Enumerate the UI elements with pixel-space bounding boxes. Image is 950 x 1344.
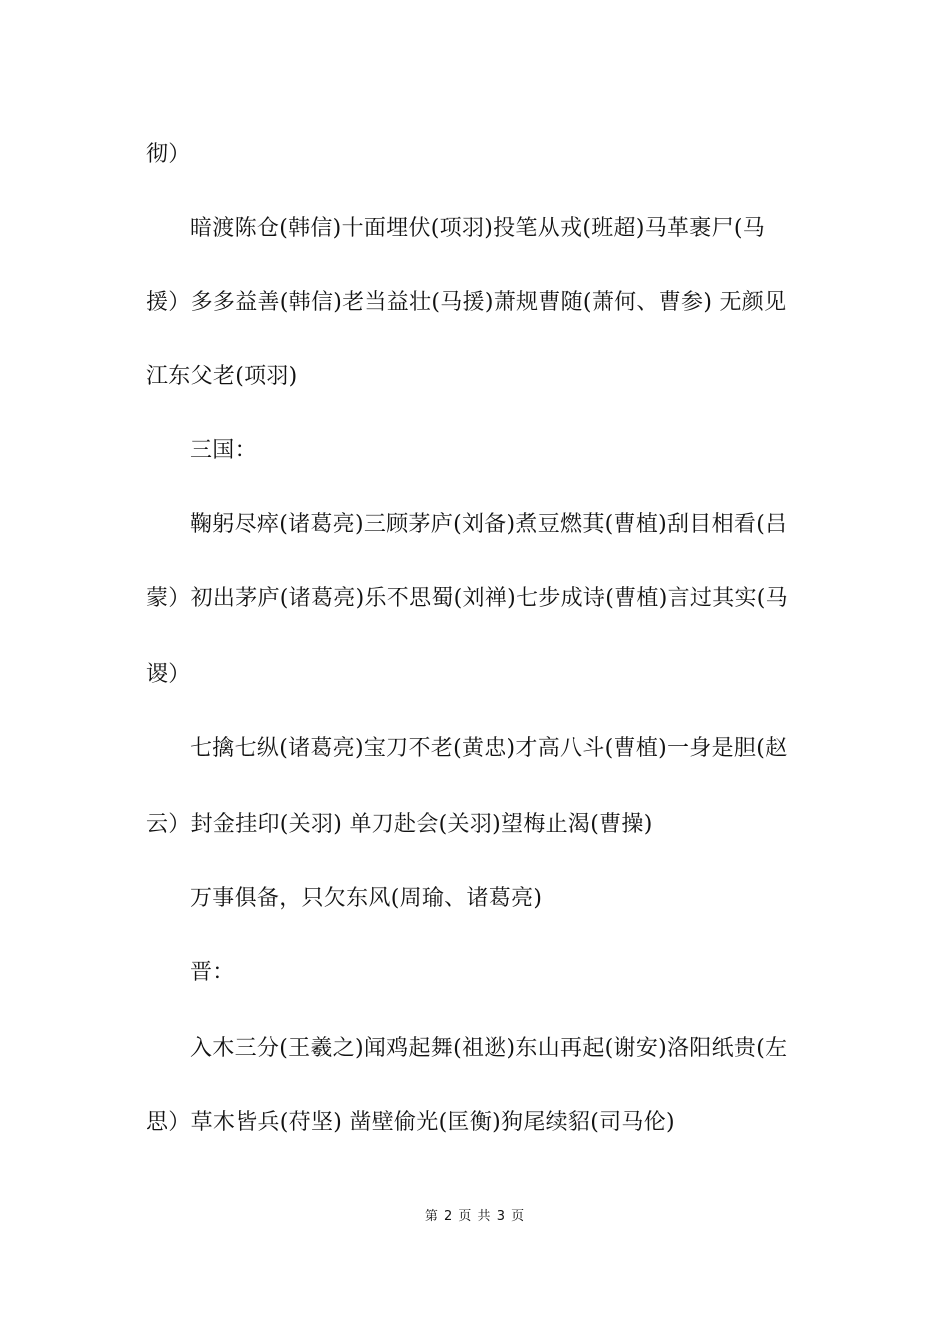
paragraph-three-kingdoms-3: 万事俱备，只欠东风(周瑜、诸葛亮): [190, 886, 543, 911]
footer-prefix: 第: [424, 1209, 439, 1224]
footer-suffix: 页: [511, 1209, 526, 1224]
footer-middle: 页 共: [458, 1209, 492, 1224]
paragraph-three-kingdoms-2: 七擒七纵(诸葛亮)宝刀不老(黄忠)才高八斗(曹植)一身是胆(赵: [190, 736, 788, 761]
page-footer: [0, 1208, 950, 1226]
paragraph-three-kingdoms-1: 鞠躬尽瘁(诸葛亮)三顾茅庐(刘备)煮豆燃萁(曹植)刮目相看(吕: [190, 512, 788, 537]
section-heading-three-kingdoms: 三国：: [190, 438, 257, 463]
text-line: 援）多多益善(韩信)老当益壮(马援)萧规曹随(萧何、曹参) 无颜见: [146, 290, 787, 315]
text-line: 彻）: [146, 142, 191, 167]
section-heading-jin: 晋：: [190, 960, 235, 985]
text-line: 谡）: [146, 662, 191, 687]
text-line: 思）草木皆兵(苻坚) 凿壁偷光(匡衡)狗尾续貂(司马伦): [146, 1110, 675, 1135]
current-page-number: 2: [444, 1209, 454, 1224]
text-line: 云）封金挂印(关羽) 单刀赴会(关羽)望梅止渴(曹操): [146, 812, 653, 837]
paragraph-jin: 入木三分(王羲之)闻鸡起舞(祖逖)东山再起(谢安)洛阳纸贵(左: [190, 1036, 788, 1061]
paragraph-han: 暗渡陈仓(韩信)十面埋伏(项羽)投笔从戎(班超)马革裹尸(马: [190, 216, 766, 241]
text-line: 蒙）初出茅庐(诸葛亮)乐不思蜀(刘禅)七步成诗(曹植)言过其实(马: [146, 586, 788, 611]
total-pages-number: 3: [496, 1209, 506, 1224]
text-line: 江东父老(项羽): [146, 364, 298, 389]
